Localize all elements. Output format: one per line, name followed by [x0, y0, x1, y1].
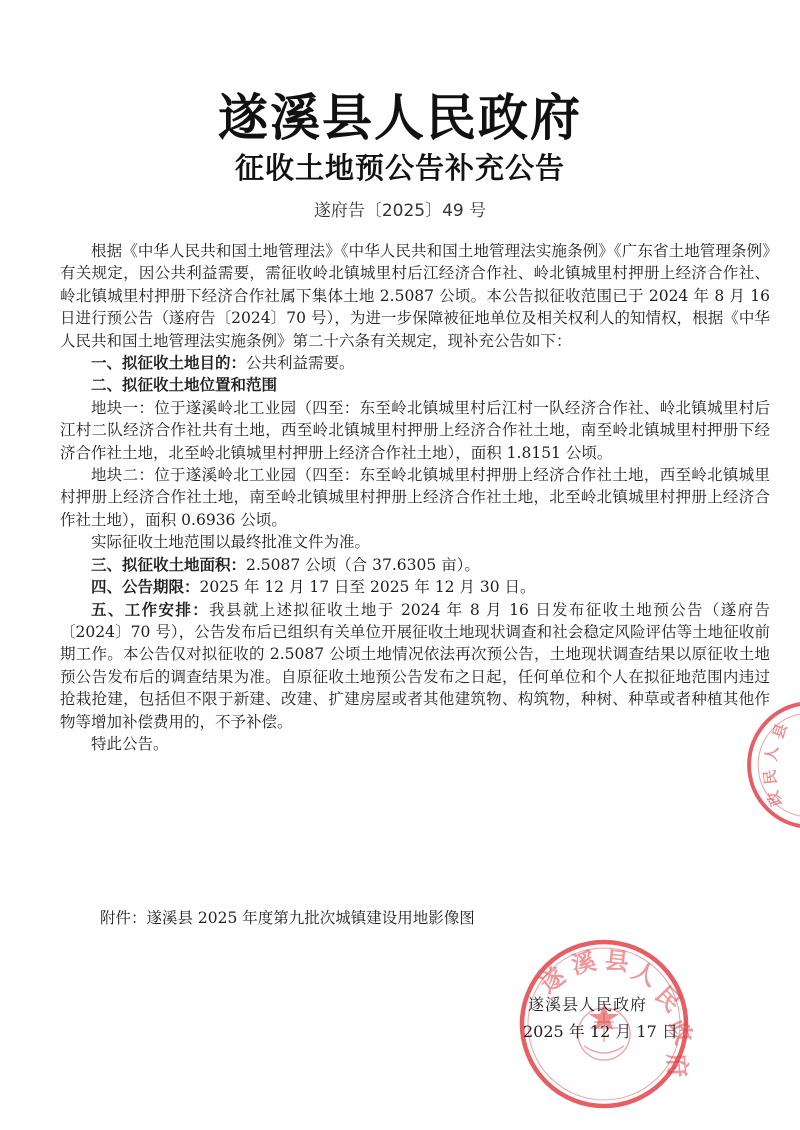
- attachment-note: 附件：遂溪县 2025 年度第九批次城镇建设用地影像图: [100, 909, 475, 927]
- section-location-heading: 二、拟征收土地位置和范围: [91, 376, 278, 395]
- document-number: 遂府告〔2025〕49 号: [313, 201, 487, 221]
- section-period: [60, 576, 770, 598]
- section-purpose: [60, 352, 770, 374]
- section-work: [60, 599, 770, 733]
- section-period-heading: 四、公告期限：: [91, 578, 200, 597]
- plot-one-label: 地块一：: [91, 398, 155, 417]
- svg-text:人: 人: [627, 956, 662, 992]
- svg-text:县: 县: [603, 946, 631, 977]
- svg-text:政: 政: [763, 788, 786, 809]
- section-area-text: 2.5087 公顷（合 37.6305 亩）。: [246, 555, 480, 574]
- svg-text:县: 县: [768, 721, 791, 742]
- document-issuer-title: 遂溪县人民政府: [218, 88, 582, 147]
- svg-text:人: 人: [762, 745, 782, 763]
- section-location: [60, 374, 770, 396]
- section-purpose-heading: 一、拟征收土地目的：: [91, 354, 247, 373]
- plot-one-text: 位于遂溪岭北工业园（四至：东至岭北镇城里村后江村一队经济合作社、岭北镇城里村后江村二队经济合作社共有土地，西至岭北镇城里村押册上经济合作社土地，南至岭北镇城里村押册下经济合作社土地，北至岭北镇城里村押册上经济合作社土地），面积 1.8151 公顷。: [60, 398, 770, 462]
- svg-text:溪: 溪: [568, 946, 599, 980]
- closing-line: 特此公告。: [91, 734, 169, 753]
- svg-text:民: 民: [760, 768, 780, 786]
- plot-two-label: 地块二：: [91, 466, 155, 485]
- plot-two-paragraph: [60, 464, 770, 531]
- section-area: [60, 554, 770, 576]
- section-period-text: 2025 年 12 月 17 日至 2025 年 12 月 30 日。: [199, 578, 536, 597]
- intro-paragraph: 根据《中华人民共和国土地管理法》《中华人民共和国土地管理法实施条例》《广东省土地管理条例》有关规定，因公共利益需要，需征收岭北镇城里村后江经济合作社、岭北镇城里村押册上经济合作社、岭北镇城里村押册下经济合作社属下集体土地 2.5087 公顷。本公告拟征收范围已于 2024 年 8 月 16 日进行预公告（遂府告〔2024〕70 号），为进一步保障被征地单位及相关权利人的知情权，根据《中华人民共和国土地管理法实施条例》第二十六条有关规定，现补充公告如下：: [60, 242, 770, 350]
- section-work-text: 我县就上述拟征收土地于 2024 年 8 月 16 日发布征收土地预公告（遂府告〔2024〕70 号），公告发布后已组织有关单位开展征收土地现状调查和社会稳定风险评估等土地征收前期工作。本公告仅对拟征收的 2.5087 公顷土地情况依法再次预公告，土地现状调查结果以原征收土地预公告发布后的调查结果为准。自原征收土地预公告发布之日起，任何单位和个人在拟征地范围内违过抢栽抢建，包括但不限于新建、改建、扩建房屋或者其他建筑物、构筑物，种树、种草或者种植其他作物等增加补偿费用的，不予补偿。: [60, 600, 770, 731]
- section-work-heading: 五、工作安排：: [91, 600, 210, 619]
- document-subtitle: 征收土地预公告补充公告: [234, 151, 565, 185]
- edge-seal-icon: [762, 700, 800, 830]
- signature-organization: 遂溪县人民政府: [528, 995, 648, 1014]
- svg-text:府: 府: [662, 1052, 692, 1079]
- plot-one-paragraph: [60, 397, 770, 464]
- svg-text:遂: 遂: [534, 961, 571, 999]
- section-purpose-text: 公共利益需要。: [246, 354, 355, 373]
- svg-text:政: 政: [662, 1015, 698, 1049]
- svg-text:民: 民: [649, 980, 687, 1018]
- section-area-heading: 三、拟征收土地面积：: [91, 555, 247, 574]
- document-body: [60, 240, 770, 755]
- signature-date: 2025 年 12 月 17 日: [523, 1022, 678, 1041]
- plot-two-text: 位于遂溪岭北工业园（四至：东至岭北镇城里村押册上经济合作社土地，西至岭北镇城里村押册上经济合作社土地，南至岭北镇城里村押册上经济合作社土地，北至岭北镇城里村押册上经济合作社土地），面积 0.6936 公顷。: [60, 466, 770, 529]
- actual-range-note: 实际征收土地范围以最终批准文件为准。: [91, 533, 371, 552]
